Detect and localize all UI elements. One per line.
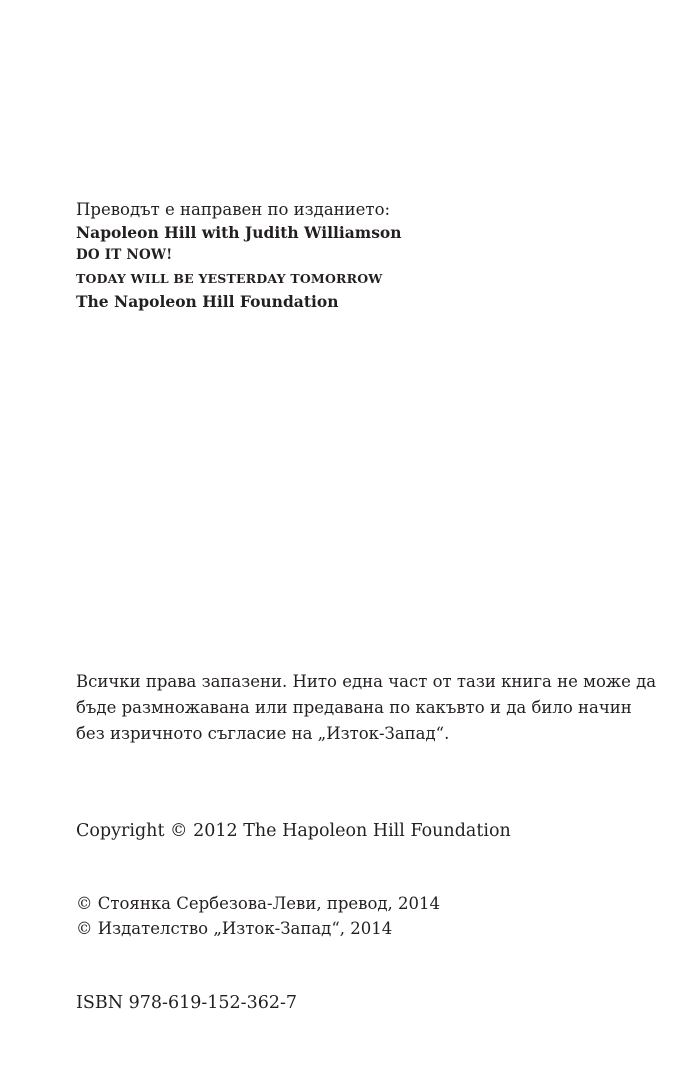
original-subtitle: TODAY WILL BE YESTERDAY TOMORROW bbox=[76, 271, 383, 286]
isbn bbox=[76, 990, 624, 1016]
translation-copyright-block bbox=[76, 891, 624, 941]
rights-line: без изричното съгласие на „Изток-Запад“. bbox=[76, 724, 450, 743]
copyright-notice bbox=[76, 818, 624, 844]
original-authors: Napoleon Hill with Judith Williamson bbox=[76, 223, 402, 242]
translation-source-note: Преводът е направен по изданието: bbox=[76, 200, 391, 219]
rights-reserved-paragraph bbox=[76, 669, 657, 747]
publisher-copyright: © Издателство „Изток-Запад“, 2014 bbox=[76, 919, 393, 938]
rights-line: Всички права запазени. Нито една част от тази книга не може да bbox=[76, 672, 657, 691]
copyright-line: Copyright © 2012 The Hapoleon Hill Foundation bbox=[76, 821, 511, 841]
rights-line: бъде размножавана или предавана по какъвто и да било начин bbox=[76, 698, 632, 717]
original-publisher: The Napoleon Hill Foundation bbox=[76, 292, 339, 311]
source-edition-block bbox=[76, 198, 624, 313]
original-title: DO IT NOW! bbox=[76, 247, 173, 263]
isbn-number: ISBN 978-619-152-362-7 bbox=[76, 993, 298, 1013]
translator-copyright: © Стоянка Сербезова-Леви, превод, 2014 bbox=[76, 894, 441, 913]
